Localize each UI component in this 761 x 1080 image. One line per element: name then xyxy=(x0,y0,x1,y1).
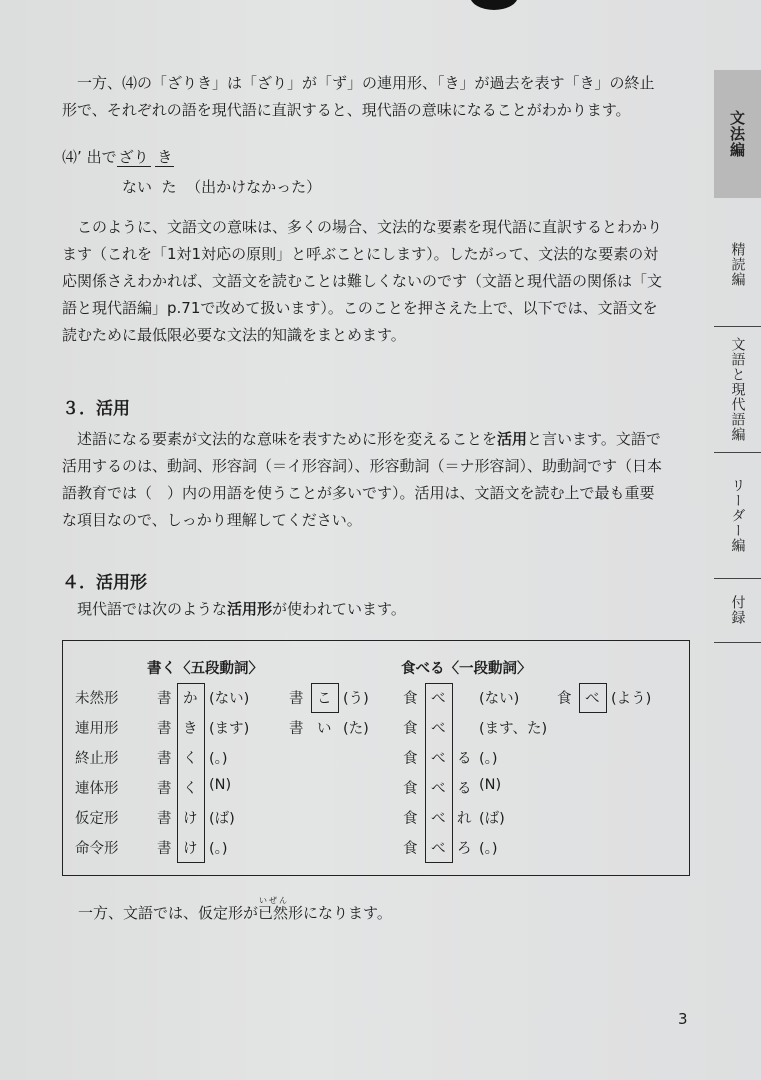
table-cell-form: 終止形 xyxy=(75,751,119,767)
table-cell-suffix: (ない) xyxy=(209,691,250,707)
table-cell-rsuffix: (。) xyxy=(479,751,498,767)
conjugation-paragraph xyxy=(62,426,692,534)
principle-line: 読むために最低限必要な文法的知識をまとめます。 xyxy=(62,326,406,344)
table-cell-rstem: 食 xyxy=(403,721,418,737)
tab-reader-label: リーダー編 xyxy=(729,477,746,553)
principle-line: 語と現代語編」p.71で改めて扱います）。このことを押さえた上で、以下では、文語文を xyxy=(62,299,658,317)
principle-line: ます（これを「1対1対応の原則」と呼ぶことにします）。したがって、文法的な要素の対 xyxy=(62,245,659,263)
closing-line: 一方、文語では、仮定形が已然いぜん形になります。 xyxy=(78,896,392,922)
table-cell-stem: 書 xyxy=(157,721,172,737)
tab-divider xyxy=(714,326,761,327)
table-cell-end2: い xyxy=(317,721,332,737)
section-heading-conjugation: ３．活用 xyxy=(62,399,130,419)
section-heading-forms: ４．活用形 xyxy=(62,573,147,593)
table-cell-rtail: る xyxy=(457,781,472,797)
example-pre: 出で xyxy=(86,148,117,166)
tab-close-reading-label: 精読編 xyxy=(729,241,746,287)
forms-intro: 現代語では次のような活用形が使われています。 xyxy=(77,600,406,618)
table-cell-form: 連用形 xyxy=(75,721,119,737)
table-cell-rstem: 食 xyxy=(403,751,418,767)
table-cell-rtail: る xyxy=(457,751,472,767)
conjugation-line: 語教育では（ ）内の用語を使うことが多いです）。活用は、文語文を読む上で最も重要 xyxy=(62,484,655,502)
table-cell-form: 連体形 xyxy=(75,781,119,797)
tab-appendix-label: 付録 xyxy=(729,595,746,625)
conjugation-line: 述語になる要素が文法的な意味を表すために形を変えることを活用と言います。文語で xyxy=(77,430,661,448)
table-cell-rsuffix: (N) xyxy=(479,777,502,793)
table-cell-suffix2: (う) xyxy=(343,691,369,707)
tab-grammar-label: 文法編 xyxy=(728,110,746,158)
table-cell-form: 未然形 xyxy=(75,691,119,707)
principle-paragraph xyxy=(62,214,692,349)
table-cell-rend: べ xyxy=(431,781,446,797)
table-cell-end: き xyxy=(183,721,198,737)
keyword-katsuyou: 活用 xyxy=(497,430,528,448)
example-gloss: ない た （出かけなかった） xyxy=(122,178,322,196)
table-cell-rstem: 食 xyxy=(403,781,418,797)
table-cell-form: 仮定形 xyxy=(75,811,119,827)
table-cell-stem: 書 xyxy=(157,751,172,767)
tab-divider xyxy=(714,642,761,643)
table-cell-rend: べ xyxy=(431,721,446,737)
tab-divider xyxy=(714,452,761,453)
table-cell-rsuffix: (ます、た) xyxy=(479,721,548,737)
table-title-kaku: 書く〈五段動詞〉 xyxy=(147,661,263,677)
table-cell-rsuffix: (。) xyxy=(479,841,498,857)
tab-appendix[interactable] xyxy=(714,580,761,640)
table-cell-rend: べ xyxy=(431,751,446,767)
table-cell-rend: べ xyxy=(431,811,446,827)
table-cell-rstem: 食 xyxy=(403,691,418,707)
table-cell-stem2: 書 xyxy=(289,721,304,737)
conjugation-line: 活用するのは、動詞、形容詞（＝イ形容詞）、形容動詞（＝ナ形容詞）、助動詞です（日本 xyxy=(62,457,663,475)
table-cell-rstem: 食 xyxy=(403,811,418,827)
table-cell-rstem: 食 xyxy=(403,841,418,857)
conjugation-table xyxy=(62,640,690,876)
table-cell-end: く xyxy=(183,781,198,797)
tab-divider xyxy=(714,578,761,579)
principle-line: このように、文語文の意味は、多くの場合、文法的な要素を現代語に直訳するとわかり xyxy=(77,218,663,236)
page-number: 3 xyxy=(678,1010,688,1028)
taberu-ending-column-box xyxy=(425,683,453,863)
table-cell-rend: べ xyxy=(431,691,446,707)
intro-line: 形で、それぞれの語を現代語に直訳すると、現代語の意味になることがわかります。 xyxy=(62,101,631,119)
table-cell-suffix: (ば) xyxy=(209,811,235,827)
table-cell-end: く xyxy=(183,751,198,767)
table-cell-suffix: (。) xyxy=(209,751,228,767)
tab-close-reading[interactable] xyxy=(714,205,761,323)
table-cell-stem: 書 xyxy=(157,811,172,827)
kaku-ending-column-box xyxy=(177,683,205,863)
table-cell-suffix: (ます) xyxy=(209,721,250,737)
example-label: ⑷’ xyxy=(62,148,82,166)
example-underline-zari: ざり xyxy=(118,148,149,166)
example-line xyxy=(62,146,174,167)
tab-literary-modern-label: 文語と現代語編 xyxy=(729,336,746,442)
scan-notch xyxy=(470,0,518,10)
table-cell-end2: こ xyxy=(317,691,332,707)
table-cell-rstem2: 食 xyxy=(557,691,572,707)
table-cell-form: 命令形 xyxy=(75,841,119,857)
table-cell-rsuffix2: (よう) xyxy=(611,691,652,707)
table-title-taberu: 食べる〈一段動詞〉 xyxy=(401,661,532,677)
table-cell-stem: 書 xyxy=(157,781,172,797)
intro-line: 一方、⑷の「ざりき」は「ざり」が「ず」の連用形、「き」が過去を表す「き」の終止 xyxy=(77,74,655,92)
table-cell-stem2: 書 xyxy=(289,691,304,707)
table-cell-stem: 書 xyxy=(157,841,172,857)
table-cell-end: け xyxy=(183,811,198,827)
table-cell-rsuffix: (ない) xyxy=(479,691,520,707)
tab-grammar[interactable] xyxy=(714,70,761,198)
tab-literary-modern[interactable] xyxy=(714,328,761,450)
table-cell-stem: 書 xyxy=(157,691,172,707)
table-cell-rtail: ろ xyxy=(457,841,472,857)
intro-paragraph xyxy=(62,70,692,124)
table-cell-rsuffix: (ば) xyxy=(479,811,505,827)
conjugation-line: な項目なので、しっかり理解してください。 xyxy=(62,511,362,529)
principle-line: 応関係さえわかれば、文語文を読むことは難しくないのです（文語と現代語の関係は「文 xyxy=(62,272,663,290)
table-cell-end: か xyxy=(183,691,198,707)
table-cell-rend2: べ xyxy=(585,691,600,707)
keyword-katsuyoukei: 活用形 xyxy=(227,600,273,618)
tab-reader[interactable] xyxy=(714,454,761,576)
example-underline-ki: き xyxy=(157,148,173,166)
table-cell-rtail: れ xyxy=(457,811,472,827)
table-cell-suffix: (。) xyxy=(209,841,228,857)
ruby-izen: 已然いぜん xyxy=(258,896,289,922)
table-cell-suffix2: (た) xyxy=(343,721,369,737)
table-cell-end: け xyxy=(183,841,198,857)
table-cell-rend: べ xyxy=(431,841,446,857)
table-cell-suffix: (N) xyxy=(209,777,232,793)
